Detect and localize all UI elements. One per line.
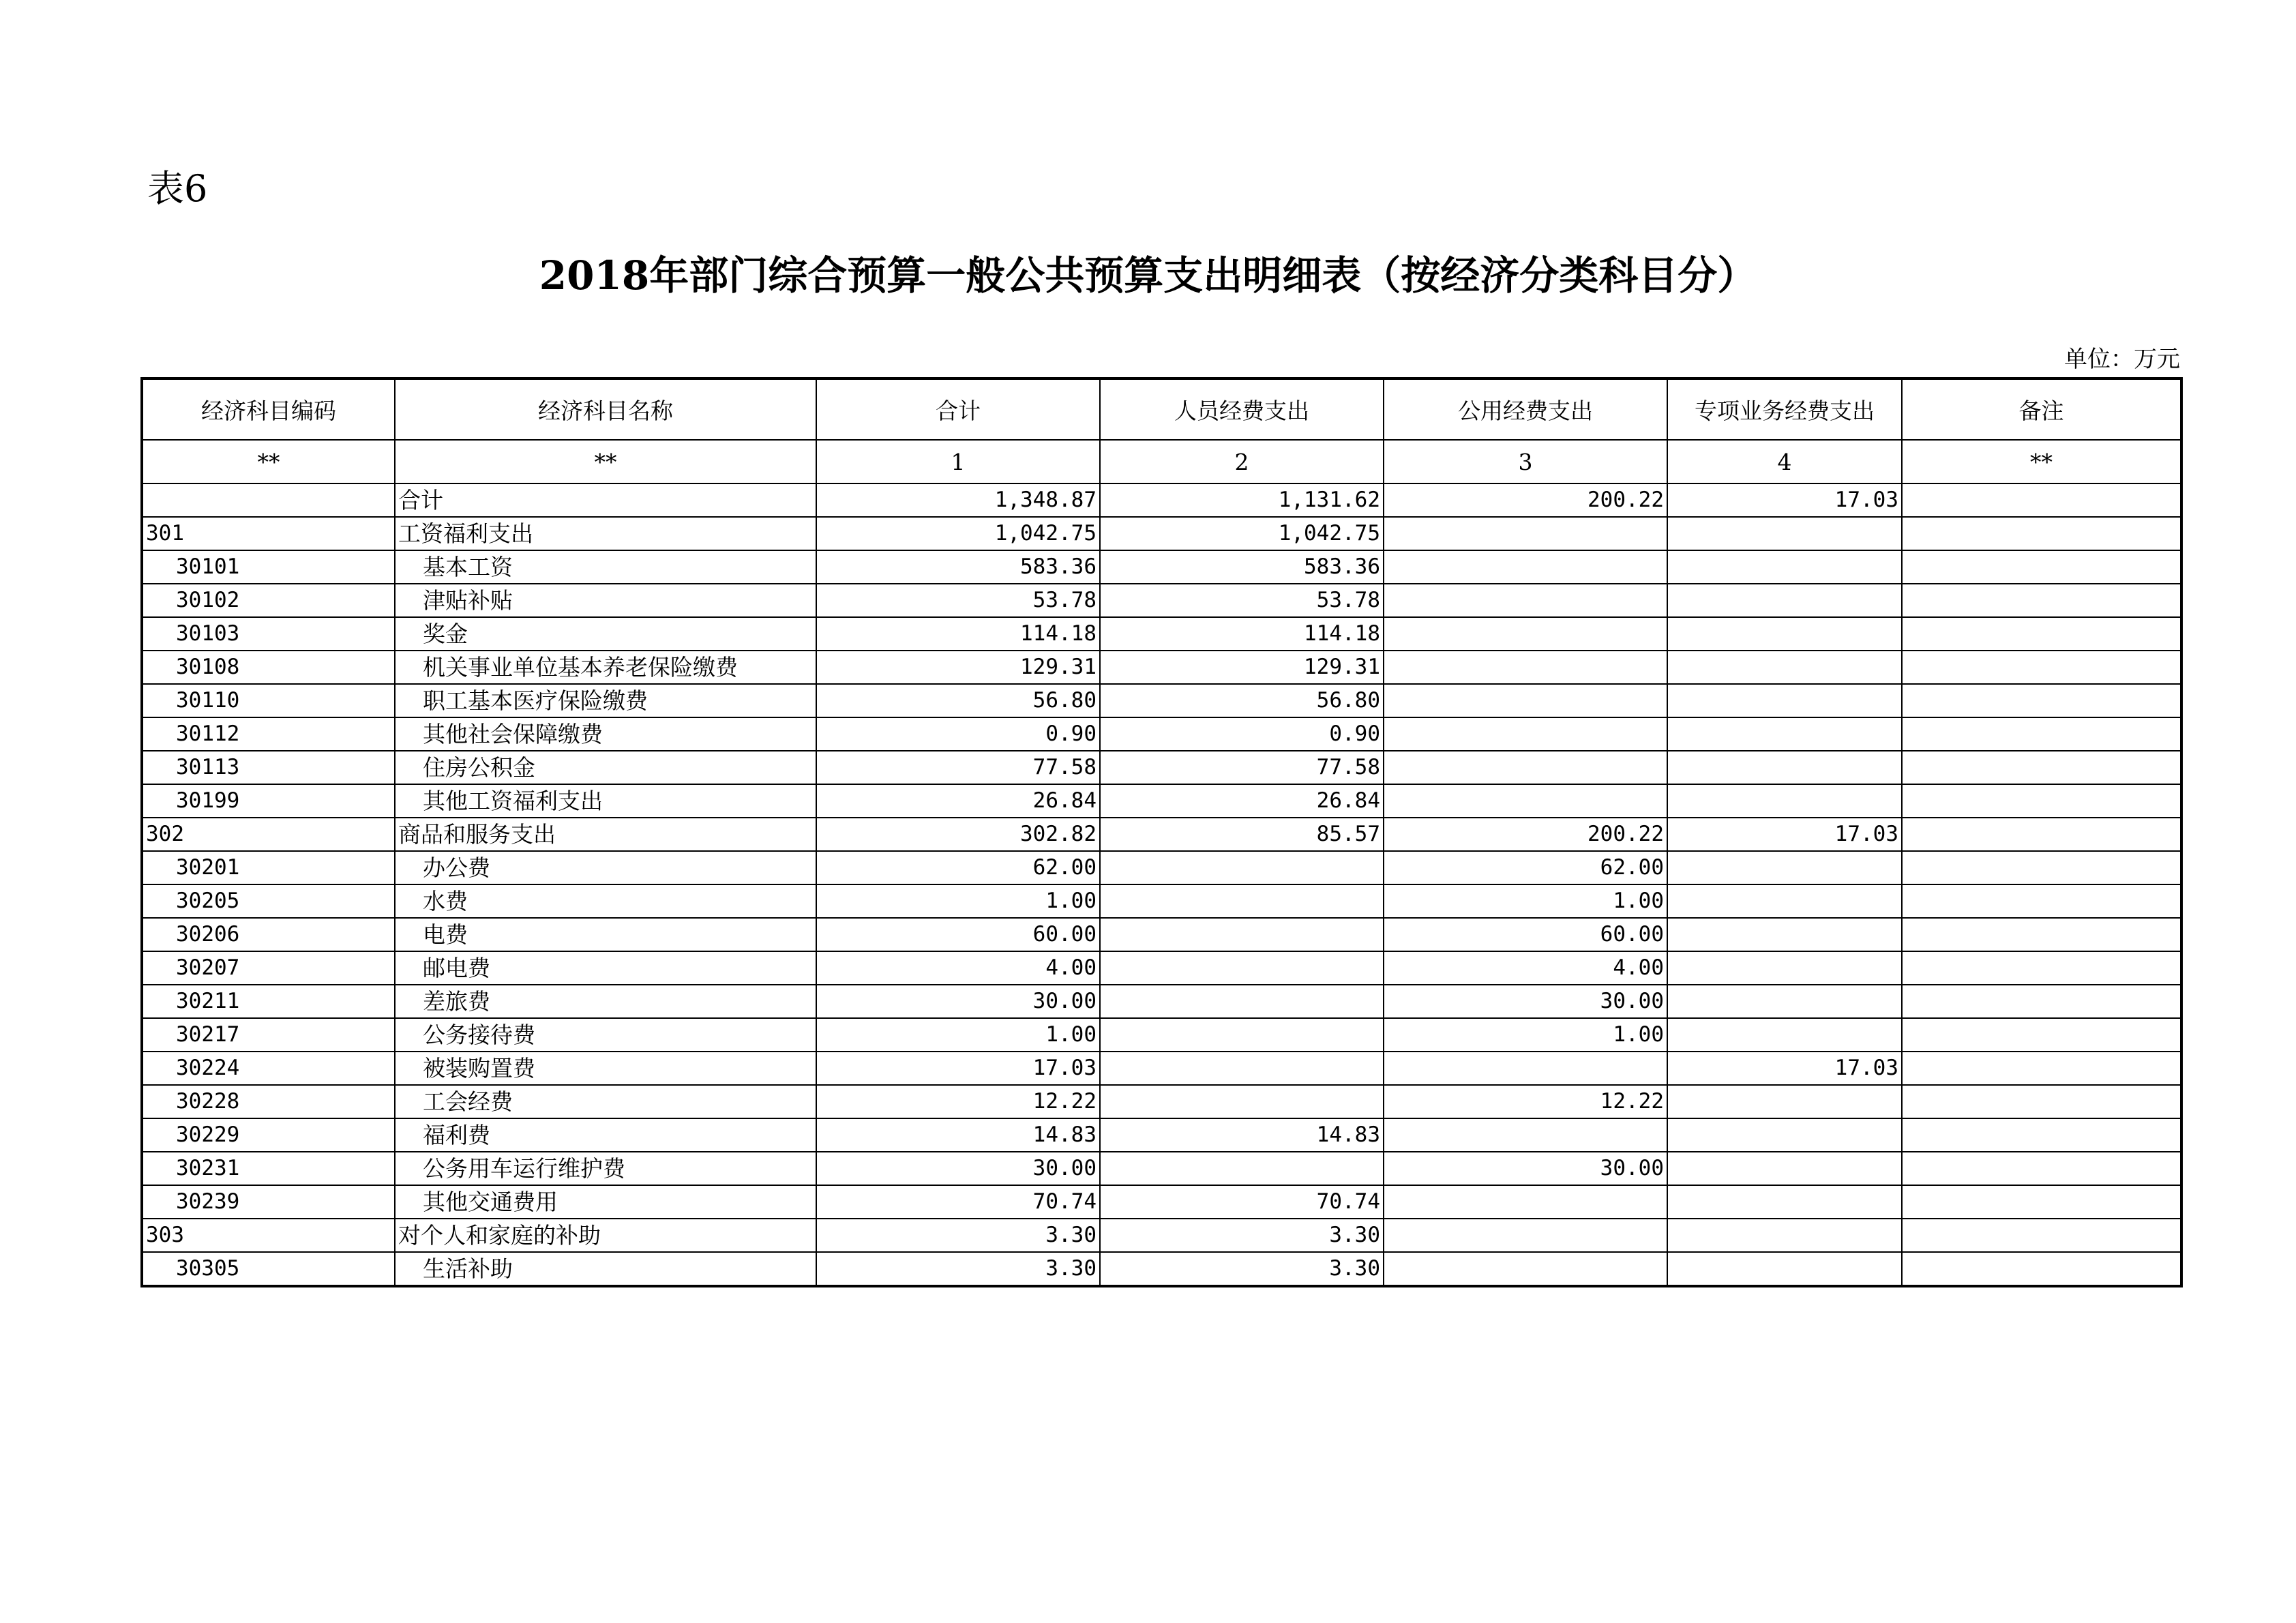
header-special: 专项业务经费支出 <box>1667 378 1902 440</box>
cell-personnel: 1,042.75 <box>1100 517 1384 550</box>
cell-special <box>1667 1152 1902 1185</box>
cell-note <box>1902 751 2181 784</box>
cell-note <box>1902 651 2181 684</box>
table-row <box>142 483 2181 517</box>
cell-public: 200.22 <box>1384 483 1667 517</box>
cell-public <box>1384 1219 1667 1252</box>
cell-personnel <box>1100 884 1384 918</box>
cell-special <box>1667 751 1902 784</box>
cell-note <box>1902 483 2181 517</box>
cell-special <box>1667 1252 1902 1286</box>
cell-public: 1.00 <box>1384 1018 1667 1052</box>
cell-total: 3.30 <box>816 1219 1100 1252</box>
cell-total: 1,348.87 <box>816 483 1100 517</box>
cell-personnel: 1,131.62 <box>1100 483 1384 517</box>
cell-code: 30228 <box>142 1085 395 1118</box>
cell-personnel: 85.57 <box>1100 818 1384 851</box>
cell-name: 工资福利支出 <box>395 517 816 550</box>
cell-code: 30205 <box>142 884 395 918</box>
cell-code: 301 <box>142 517 395 550</box>
index-note: ** <box>1902 440 2181 483</box>
cell-special <box>1667 985 1902 1018</box>
cell-public: 1.00 <box>1384 884 1667 918</box>
cell-name: 机关事业单位基本养老保险缴费 <box>395 651 816 684</box>
cell-total: 302.82 <box>816 818 1100 851</box>
table-row <box>142 818 2181 851</box>
cell-public <box>1384 684 1667 717</box>
cell-name: 公务接待费 <box>395 1018 816 1052</box>
cell-code: 30231 <box>142 1152 395 1185</box>
cell-personnel <box>1100 985 1384 1018</box>
cell-note <box>1902 818 2181 851</box>
unit-label: 单位：万元 <box>2064 346 2180 373</box>
cell-public: 30.00 <box>1384 1152 1667 1185</box>
cell-note <box>1902 951 2181 985</box>
cell-code: 303 <box>142 1219 395 1252</box>
table-row <box>142 1152 2181 1185</box>
cell-code: 30239 <box>142 1185 395 1219</box>
cell-code: 30101 <box>142 550 395 584</box>
table-row <box>142 1118 2181 1152</box>
cell-name: 住房公积金 <box>395 751 816 784</box>
cell-name: 其他社会保障缴费 <box>395 717 816 751</box>
cell-code: 30224 <box>142 1052 395 1085</box>
cell-name: 公务用车运行维护费 <box>395 1152 816 1185</box>
index-total: 1 <box>816 440 1100 483</box>
cell-personnel <box>1100 1085 1384 1118</box>
cell-personnel <box>1100 851 1384 884</box>
cell-note <box>1902 1118 2181 1152</box>
cell-personnel <box>1100 1052 1384 1085</box>
cell-special <box>1667 1018 1902 1052</box>
cell-note <box>1902 1152 2181 1185</box>
cell-total: 77.58 <box>816 751 1100 784</box>
cell-name: 被装购置费 <box>395 1052 816 1085</box>
cell-code: 302 <box>142 818 395 851</box>
cell-note <box>1902 1219 2181 1252</box>
cell-public: 200.22 <box>1384 818 1667 851</box>
cell-code: 30201 <box>142 851 395 884</box>
cell-special <box>1667 1219 1902 1252</box>
cell-personnel: 583.36 <box>1100 550 1384 584</box>
cell-personnel <box>1100 951 1384 985</box>
table-row <box>142 851 2181 884</box>
cell-total: 1.00 <box>816 884 1100 918</box>
cell-personnel <box>1100 1152 1384 1185</box>
table-row <box>142 985 2181 1018</box>
cell-note <box>1902 1085 2181 1118</box>
cell-public <box>1384 717 1667 751</box>
cell-personnel: 70.74 <box>1100 1185 1384 1219</box>
cell-name: 奖金 <box>395 617 816 651</box>
cell-name: 生活补助 <box>395 1252 816 1286</box>
table-row <box>142 684 2181 717</box>
cell-special <box>1667 517 1902 550</box>
cell-public <box>1384 1052 1667 1085</box>
cell-special <box>1667 684 1902 717</box>
cell-public: 12.22 <box>1384 1085 1667 1118</box>
cell-note <box>1902 584 2181 617</box>
cell-total: 583.36 <box>816 550 1100 584</box>
cell-total: 0.90 <box>816 717 1100 751</box>
expenditure-table <box>140 377 2183 1287</box>
cell-personnel: 129.31 <box>1100 651 1384 684</box>
cell-code <box>142 483 395 517</box>
table-number-label: 表6 <box>147 167 208 210</box>
header-note: 备注 <box>1902 378 2181 440</box>
header-code: 经济科目编码 <box>142 378 395 440</box>
cell-code: 30110 <box>142 684 395 717</box>
header-row <box>142 378 2181 440</box>
cell-note <box>1902 784 2181 818</box>
cell-total: 129.31 <box>816 651 1100 684</box>
cell-name: 其他交通费用 <box>395 1185 816 1219</box>
cell-special <box>1667 884 1902 918</box>
header-public: 公用经费支出 <box>1384 378 1667 440</box>
table-row <box>142 517 2181 550</box>
cell-total: 12.22 <box>816 1085 1100 1118</box>
index-special: 4 <box>1667 440 1902 483</box>
cell-name: 津贴补贴 <box>395 584 816 617</box>
cell-total: 1.00 <box>816 1018 1100 1052</box>
cell-note <box>1902 684 2181 717</box>
cell-code: 30229 <box>142 1118 395 1152</box>
cell-personnel: 53.78 <box>1100 584 1384 617</box>
cell-name: 差旅费 <box>395 985 816 1018</box>
cell-note <box>1902 1052 2181 1085</box>
cell-note <box>1902 918 2181 951</box>
cell-name: 商品和服务支出 <box>395 818 816 851</box>
cell-personnel: 14.83 <box>1100 1118 1384 1152</box>
cell-public: 62.00 <box>1384 851 1667 884</box>
table-row <box>142 550 2181 584</box>
cell-special <box>1667 717 1902 751</box>
table-row <box>142 751 2181 784</box>
table-row <box>142 617 2181 651</box>
cell-code: 30206 <box>142 918 395 951</box>
table-row <box>142 1219 2181 1252</box>
header-name: 经济科目名称 <box>395 378 816 440</box>
cell-special <box>1667 617 1902 651</box>
cell-special <box>1667 584 1902 617</box>
cell-name: 水费 <box>395 884 816 918</box>
cell-note <box>1902 884 2181 918</box>
cell-public <box>1384 517 1667 550</box>
cell-note <box>1902 851 2181 884</box>
cell-personnel <box>1100 1018 1384 1052</box>
cell-code: 30113 <box>142 751 395 784</box>
cell-total: 3.30 <box>816 1252 1100 1286</box>
cell-total: 1,042.75 <box>816 517 1100 550</box>
table-row <box>142 717 2181 751</box>
cell-special: 17.03 <box>1667 1052 1902 1085</box>
document-title: 2018年部门综合预算一般公共预算支出明细表（按经济分类科目分） <box>539 252 1757 299</box>
index-public: 3 <box>1384 440 1667 483</box>
index-personnel: 2 <box>1100 440 1384 483</box>
cell-name: 职工基本医疗保险缴费 <box>395 684 816 717</box>
table-row <box>142 918 2181 951</box>
cell-special <box>1667 550 1902 584</box>
cell-personnel: 3.30 <box>1100 1252 1384 1286</box>
cell-name: 邮电费 <box>395 951 816 985</box>
cell-name: 电费 <box>395 918 816 951</box>
cell-special: 17.03 <box>1667 483 1902 517</box>
table-row <box>142 584 2181 617</box>
table-row <box>142 1085 2181 1118</box>
cell-note <box>1902 1185 2181 1219</box>
cell-total: 4.00 <box>816 951 1100 985</box>
cell-note <box>1902 517 2181 550</box>
cell-code: 30211 <box>142 985 395 1018</box>
cell-total: 62.00 <box>816 851 1100 884</box>
cell-public <box>1384 784 1667 818</box>
cell-code: 30103 <box>142 617 395 651</box>
cell-special <box>1667 1085 1902 1118</box>
cell-code: 30112 <box>142 717 395 751</box>
cell-note <box>1902 617 2181 651</box>
table-body <box>142 483 2181 1286</box>
table-row <box>142 651 2181 684</box>
cell-personnel: 3.30 <box>1100 1219 1384 1252</box>
cell-total: 26.84 <box>816 784 1100 818</box>
cell-public <box>1384 550 1667 584</box>
cell-public <box>1384 1185 1667 1219</box>
table-row <box>142 951 2181 985</box>
index-row <box>142 440 2181 483</box>
cell-total: 114.18 <box>816 617 1100 651</box>
cell-note <box>1902 550 2181 584</box>
cell-personnel: 114.18 <box>1100 617 1384 651</box>
cell-personnel: 56.80 <box>1100 684 1384 717</box>
cell-name: 基本工资 <box>395 550 816 584</box>
cell-name: 对个人和家庭的补助 <box>395 1219 816 1252</box>
cell-public: 60.00 <box>1384 918 1667 951</box>
table-row <box>142 1252 2181 1286</box>
table-row <box>142 1052 2181 1085</box>
cell-special <box>1667 918 1902 951</box>
cell-special: 17.03 <box>1667 818 1902 851</box>
cell-name: 福利费 <box>395 1118 816 1152</box>
cell-name: 工会经费 <box>395 1085 816 1118</box>
cell-public: 4.00 <box>1384 951 1667 985</box>
cell-note <box>1902 985 2181 1018</box>
cell-personnel <box>1100 918 1384 951</box>
cell-special <box>1667 1185 1902 1219</box>
cell-personnel: 77.58 <box>1100 751 1384 784</box>
cell-total: 30.00 <box>816 1152 1100 1185</box>
cell-code: 30305 <box>142 1252 395 1286</box>
index-name: ** <box>395 440 816 483</box>
cell-public <box>1384 617 1667 651</box>
header-personnel: 人员经费支出 <box>1100 378 1384 440</box>
index-code: ** <box>142 440 395 483</box>
cell-special <box>1667 784 1902 818</box>
cell-public: 30.00 <box>1384 985 1667 1018</box>
cell-code: 30199 <box>142 784 395 818</box>
cell-name: 合计 <box>395 483 816 517</box>
cell-special <box>1667 951 1902 985</box>
cell-total: 17.03 <box>816 1052 1100 1085</box>
cell-special <box>1667 651 1902 684</box>
table-row <box>142 1018 2181 1052</box>
cell-special <box>1667 1118 1902 1152</box>
cell-code: 30217 <box>142 1018 395 1052</box>
table-row <box>142 884 2181 918</box>
cell-name: 其他工资福利支出 <box>395 784 816 818</box>
cell-public <box>1384 651 1667 684</box>
cell-note <box>1902 717 2181 751</box>
cell-name: 办公费 <box>395 851 816 884</box>
cell-total: 70.74 <box>816 1185 1100 1219</box>
cell-code: 30108 <box>142 651 395 684</box>
cell-public <box>1384 584 1667 617</box>
table-row <box>142 784 2181 818</box>
cell-code: 30102 <box>142 584 395 617</box>
cell-note <box>1902 1018 2181 1052</box>
cell-total: 60.00 <box>816 918 1100 951</box>
cell-code: 30207 <box>142 951 395 985</box>
cell-public <box>1384 1118 1667 1152</box>
cell-note <box>1902 1252 2181 1286</box>
cell-total: 53.78 <box>816 584 1100 617</box>
cell-special <box>1667 851 1902 884</box>
cell-personnel: 0.90 <box>1100 717 1384 751</box>
cell-personnel: 26.84 <box>1100 784 1384 818</box>
header-total: 合计 <box>816 378 1100 440</box>
cell-total: 56.80 <box>816 684 1100 717</box>
cell-public <box>1384 1252 1667 1286</box>
cell-total: 30.00 <box>816 985 1100 1018</box>
cell-public <box>1384 751 1667 784</box>
table-row <box>142 1185 2181 1219</box>
cell-total: 14.83 <box>816 1118 1100 1152</box>
